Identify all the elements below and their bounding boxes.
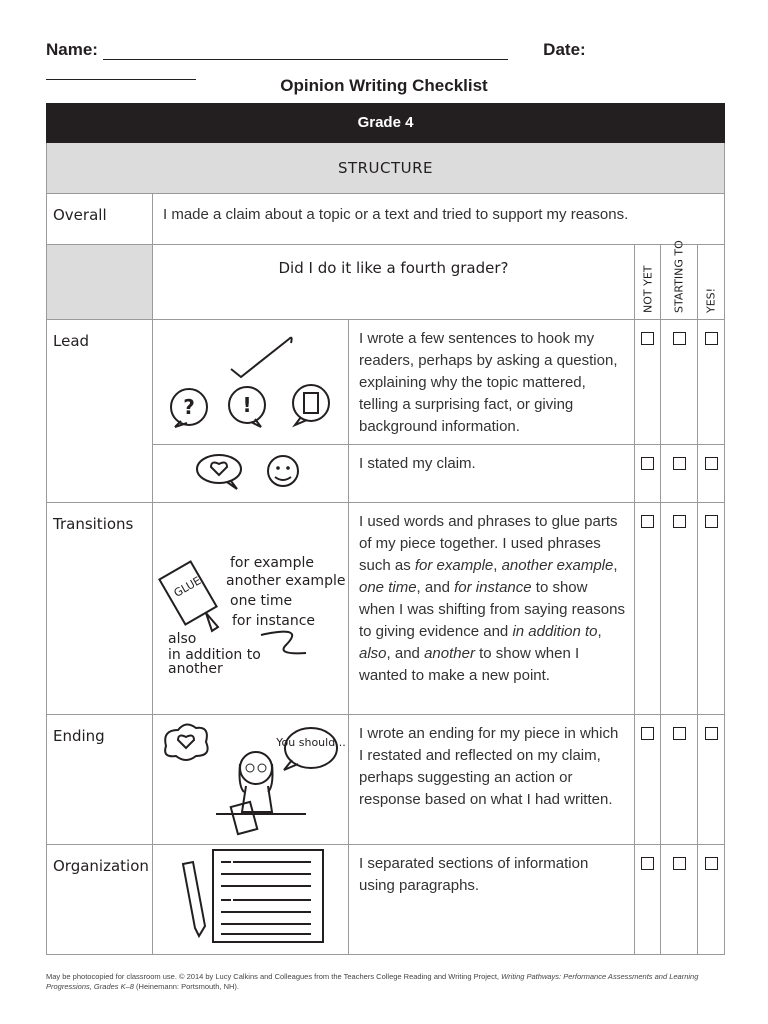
transitions-not-yet-checkbox[interactable] xyxy=(635,503,661,715)
heart-speech-icon xyxy=(191,447,311,493)
category-lead: Lead xyxy=(47,320,153,503)
illus-word-2: another example xyxy=(225,573,345,589)
overall-text: I made a claim about a topic or a text and tried to support my reasons. xyxy=(153,194,725,245)
illus-word-4: for instance xyxy=(231,613,315,629)
illus-word-6: in addition to xyxy=(167,647,261,663)
category-transitions: Transitions xyxy=(47,503,153,715)
col-yes: YES! xyxy=(698,245,725,320)
header xyxy=(46,40,726,80)
ending-yes-checkbox[interactable] xyxy=(698,715,725,845)
ending-not-yet-checkbox[interactable] xyxy=(635,715,661,845)
category-organization: Organization xyxy=(47,845,153,955)
hook-question-icons xyxy=(161,329,341,429)
question-text: Did I do it like a fourth grader? xyxy=(153,245,635,320)
illus-word-7: another xyxy=(167,661,223,677)
illus-word-3: one time xyxy=(229,593,292,609)
transitions-starting-checkbox[interactable] xyxy=(661,503,698,715)
paragraph-page-icon xyxy=(171,846,331,946)
lead2-not-yet-checkbox[interactable] xyxy=(635,445,661,503)
transitions-text: I used words and phrases to glue parts of my piece together. I used phrases such as for example, another example, one time, and for instance to show when I was shifting from saying reasons to giving evidence and in addition to, also, and another to show when I wanted to make a new point. xyxy=(349,503,635,715)
page-title: Opinion Writing Checklist xyxy=(280,76,488,95)
ending-text: I wrote an ending for my piece in which I restated and reflected on my claim, perhaps suggesting an action or response based on what I had written. xyxy=(349,715,635,845)
name-field[interactable] xyxy=(103,43,508,60)
organization-yes-checkbox[interactable] xyxy=(698,845,725,955)
category-ending: Ending xyxy=(47,715,153,845)
ending-starting-checkbox[interactable] xyxy=(661,715,698,845)
name-label: Name: xyxy=(46,40,98,59)
checklist-table xyxy=(46,103,725,955)
organization-starting-checkbox[interactable] xyxy=(661,845,698,955)
category-overall: Overall xyxy=(47,194,153,245)
organization-illustration xyxy=(153,845,349,955)
ending-illustration xyxy=(153,715,349,845)
organization-text: I separated sections of information using paragraphs. xyxy=(349,845,635,955)
lead-text-2: I stated my claim. xyxy=(349,445,635,503)
col-starting-to: STARTING TO xyxy=(661,245,698,320)
lead-illustration xyxy=(153,320,349,445)
glue-label: GLUE xyxy=(171,574,203,600)
girl-writing-icon xyxy=(156,716,346,836)
grade-heading: Grade 4 xyxy=(47,104,725,143)
date-label: Date: xyxy=(543,40,586,59)
transitions-yes-checkbox[interactable] xyxy=(698,503,725,715)
footer-note: May be photocopied for classroom use. © 2014 by Lucy Calkins and Colleagues from the Teachers College Reading and Writing Project, Writing Pathways: Performance Assessments and Learning Progressions, Grades K–8 (Heinemann: Portsmouth, NH). xyxy=(46,972,699,991)
lead1-yes-checkbox[interactable] xyxy=(698,320,725,445)
lead-text-1: I wrote a few sentences to hook my readers, perhaps by asking a question, explaining why the topic mattered, telling a surprising fact, or giving background information. xyxy=(349,320,635,445)
transitions-illustration xyxy=(153,503,349,715)
claim-illustration xyxy=(153,445,349,503)
svg-text:?: ? xyxy=(182,394,195,419)
lead1-starting-checkbox[interactable] xyxy=(661,320,698,445)
glue-words-icon xyxy=(156,505,346,705)
lead1-not-yet-checkbox[interactable] xyxy=(635,320,661,445)
blank-cell xyxy=(47,245,153,320)
section-heading: STRUCTURE xyxy=(47,143,725,194)
lead2-yes-checkbox[interactable] xyxy=(698,445,725,503)
illus-word-1: for example xyxy=(229,555,314,571)
organization-not-yet-checkbox[interactable] xyxy=(635,845,661,955)
illus-word-5: also xyxy=(167,631,196,647)
lead2-starting-checkbox[interactable] xyxy=(661,445,698,503)
col-not-yet: NOT YET xyxy=(635,245,661,320)
bubble-text: You should... xyxy=(275,736,346,749)
svg-text:!: ! xyxy=(241,392,252,417)
